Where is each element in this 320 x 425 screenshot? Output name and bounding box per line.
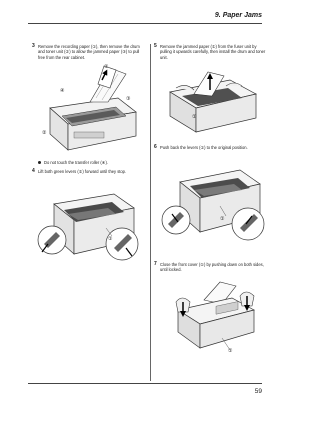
step-4-illustration <box>36 182 146 266</box>
step-text: Lift both green levers (①) forward until they stop. <box>38 169 127 174</box>
step-3 <box>32 44 146 60</box>
callout-1: ① <box>104 64 109 70</box>
step-number: 4 <box>32 168 35 174</box>
step-text: Remove the jammed paper (①) from the fuser unit by pulling it upwards carefully, then install the drum and toner unit. <box>160 44 266 60</box>
step-text: Close the front cover (①) by pushing down on both sides, until locked. <box>160 262 264 273</box>
callout-2: ② <box>42 130 47 136</box>
callout-1: ① <box>192 114 197 120</box>
callout-3: ③ <box>126 96 131 102</box>
note-text: Do not touch the transfer roller (④). <box>44 160 108 165</box>
step-text: Push back the levers (①) to the original position. <box>160 145 248 150</box>
callout-1: ① <box>220 216 225 222</box>
step-number: 5 <box>154 43 157 49</box>
step-6 <box>154 145 266 150</box>
step-3-note <box>38 160 146 165</box>
step-5 <box>154 44 266 60</box>
callout-4: ④ <box>60 88 65 94</box>
footer-rule <box>28 383 262 384</box>
step-7-illustration <box>170 280 260 360</box>
step-6-illustration <box>160 156 270 246</box>
column-divider <box>150 44 151 381</box>
callout-1: ① <box>228 348 233 354</box>
step-number: 3 <box>32 43 35 49</box>
bullet-dot <box>38 161 41 164</box>
step-5-illustration <box>164 66 264 134</box>
step-3-illustration <box>40 64 140 156</box>
step-7 <box>154 262 266 273</box>
page-number: 59 <box>254 388 262 395</box>
callout-1: ① <box>108 236 113 242</box>
header-rule <box>28 23 262 24</box>
step-text: Remove the recording paper (①), then remove the drum and toner unit (②) to allow the jammed paper (③) to pull free from the rear cabinet. <box>38 44 140 60</box>
step-number: 7 <box>154 261 157 267</box>
step-number: 6 <box>154 144 157 150</box>
section-title: 9. Paper Jams <box>214 12 262 19</box>
step-4 <box>32 169 146 174</box>
